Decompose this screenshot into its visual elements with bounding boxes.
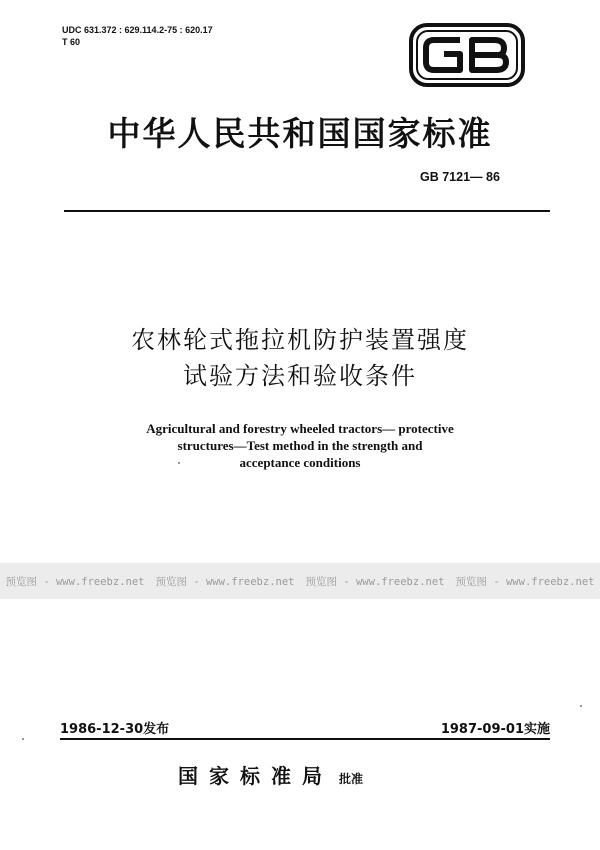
english-title-line-3: acceptance conditions <box>239 455 361 470</box>
gb-logo <box>408 22 526 88</box>
standard-name: 中华人民共和国国家标准 <box>107 114 493 153</box>
scan-speck <box>178 462 180 464</box>
chinese-title-line-1: 农林轮式拖拉机防护装置强度 <box>131 326 469 354</box>
chinese-title <box>60 322 540 394</box>
standard-code: GB 7121— 86 <box>420 170 500 184</box>
dates-row <box>60 718 550 737</box>
issuer-name: 国家标准局 <box>178 764 333 788</box>
gb-logo-icon <box>408 22 526 88</box>
udc-number: UDC 631.372 : 629.114.2-75 : 620.17 <box>62 25 213 35</box>
english-title-line-1: Agricultural and forestry wheeled tractors— protective <box>146 421 454 436</box>
watermark-text: 预览图 - www.freebz.net <box>305 575 445 588</box>
watermark-text: 预览图 - www.freebz.net <box>5 575 145 588</box>
bottom-divider <box>60 738 550 740</box>
watermark-band <box>0 563 600 599</box>
issuer-line <box>178 760 363 789</box>
english-title <box>60 420 540 471</box>
watermark-text: 预览图 - www.freebz.net <box>455 575 595 588</box>
scan-speck <box>22 738 24 740</box>
english-title-line-2: structures—Test method in the strength and <box>177 438 423 453</box>
chinese-title-line-2: 试验方法和验收条件 <box>183 362 417 390</box>
class-code: T 60 <box>62 37 81 47</box>
udc-classification <box>62 24 213 48</box>
implementation-date: 1987-09-01实施 <box>440 722 550 737</box>
scan-speck <box>580 705 582 707</box>
issue-date: 1986-12-30发布 <box>60 722 170 737</box>
watermark-text: 预览图 - www.freebz.net <box>155 575 295 588</box>
top-divider <box>64 210 550 212</box>
approval-label: 批准 <box>339 772 364 786</box>
